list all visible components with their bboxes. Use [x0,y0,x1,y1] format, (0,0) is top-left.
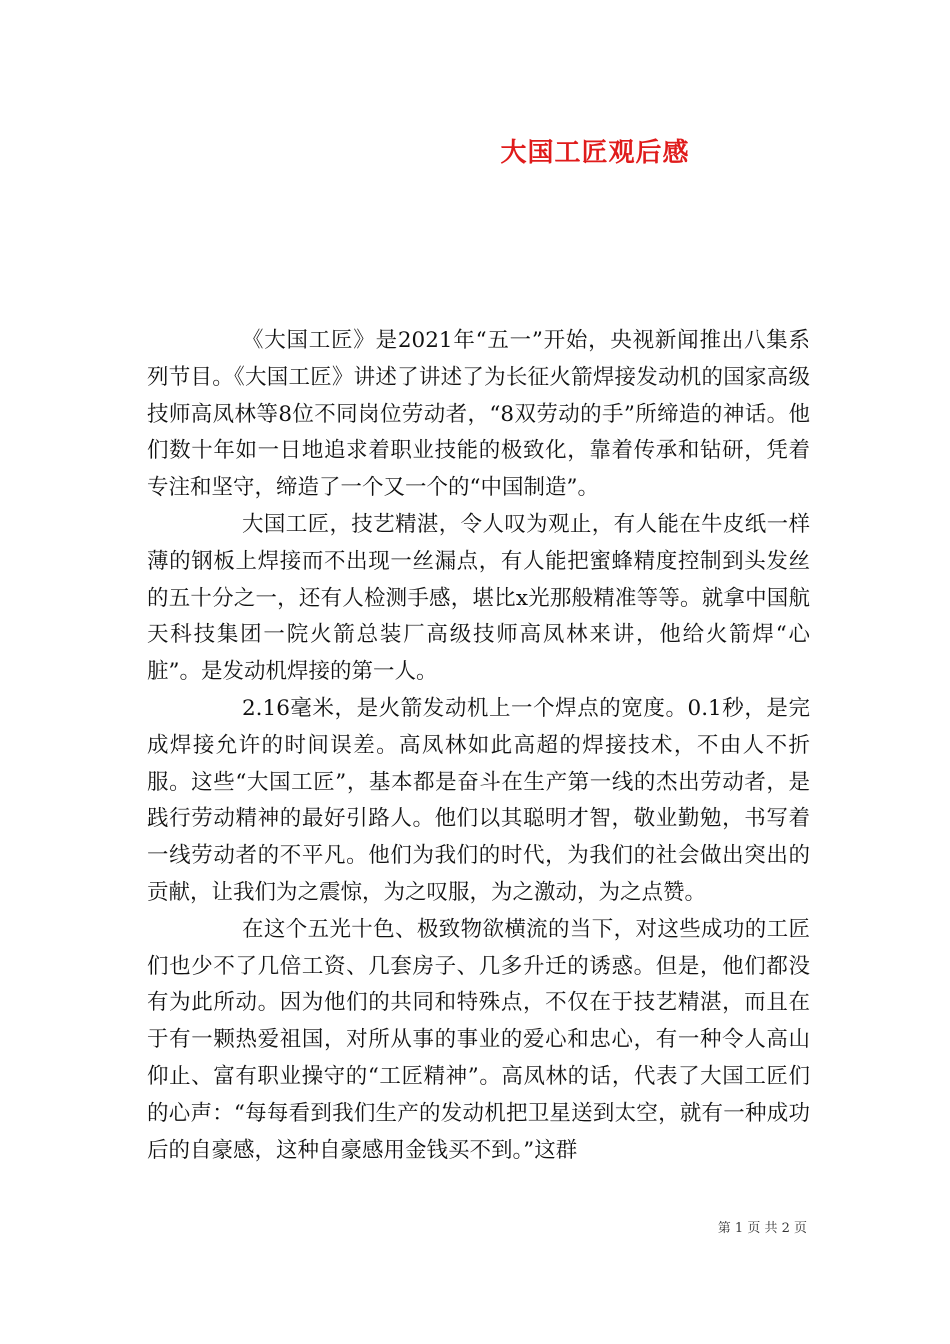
paragraph-4: 在这个五光十色、极致物欲横流的当下，对这些成功的工匠们也少不了几倍工资、几套房子、几多升迁的诱惑。但是，他们都没有为此所动。因为他们的共同和特殊点，不仅在于技艺精湛，而且在于有一颗热爱祖国，对所从事的事业的爱心和忠心，有一种令人高山仰止、富有职业操守的“工匠精神”。高凤林的话，代表了大国工匠们的心声：“每每看到我们生产的发动机把卫星送到太空，就有一种成功后的自豪感，这种自豪感用金钱买不到。”这群 [147,916,810,1163]
page-number-footer: 第 1 页 共 2 页 [717,1221,807,1236]
paragraph-2: 大国工匠，技艺精湛，令人叹为观止，有人能在牛皮纸一样薄的钢板上焊接而不出现一丝漏点，有人能把蜜蜂精度控制到头发丝的五十分之一，还有人检测手感，堪比x光那般精准等等。就拿中国航天科技集团一院火箭总装厂高级技师高凤林来讲，他给火箭焊“心脏”。是发动机焊接的第一人。 [147,511,810,685]
paragraph-1: 《大国工匠》是2021年“五一”开始，央视新闻推出八集系列节目。《大国工匠》讲述了讲述了为长征火箭焊接发动机的国家高级技师高凤林等8位不同岗位劳动者，“8双劳动的手”所缔造的神话。他们数十年如一日地追求着职业技能的极致化，靠着传承和钻研，凭着专注和坚守，缔造了一个又一个的“中国制造”。 [147,328,810,501]
document-body [147,323,810,1169]
document-title: 大国工匠观后感 [500,138,690,168]
paragraph-3: 2.16毫米，是火箭发动机上一个焊点的宽度。0.1秒，是完成焊接允许的时间误差。高凤林如此高超的焊接技术，不由人不折服。这些“大国工匠”，基本都是奋斗在生产第一线的杰出劳动者，是践行劳动精神的最好引路人。他们以其聪明才智，敬业勤勉，书写着一线劳动者的不平凡。他们为我们的时代，为我们的社会做出突出的贡献，让我们为之震惊，为之叹服，为之激动，为之点赞。 [147,695,810,905]
